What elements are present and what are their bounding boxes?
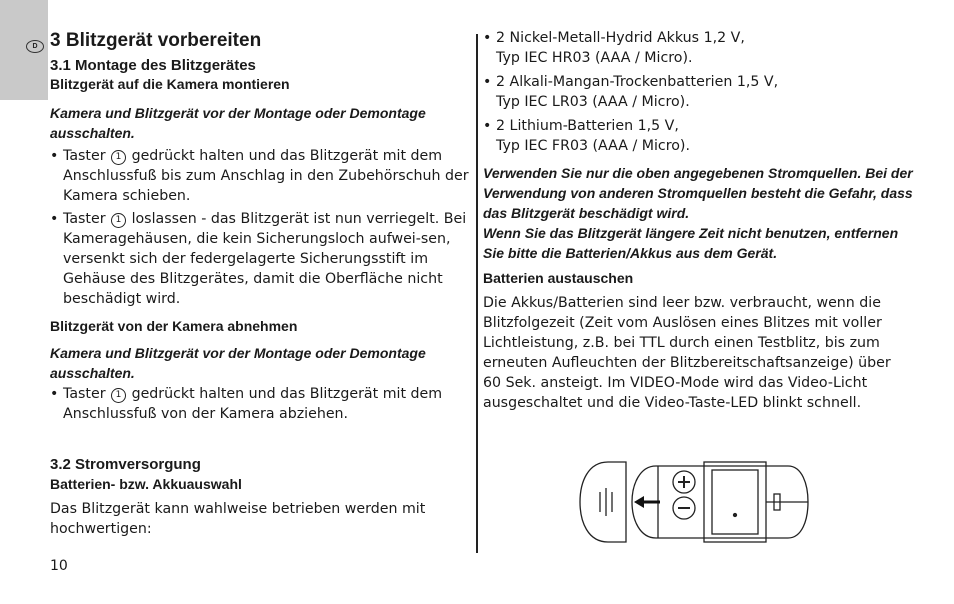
list-item bbox=[50, 146, 470, 206]
bullet-text: Taster bbox=[63, 211, 106, 227]
section-3-2-title: 3.2 Stromversorgung bbox=[50, 456, 201, 473]
battery-intro: Das Blitzgerät kann wahlweise betrieben werden mit hochwertigen: bbox=[50, 501, 426, 537]
list-item bbox=[483, 72, 913, 112]
language-badge: D bbox=[26, 40, 44, 53]
remove-heading: Blitzgerät von der Kamera abnehmen bbox=[50, 318, 298, 334]
warning-power-sources: Verwenden Sie nur die oben angegebenen Stromquellen. Bei der Verwendung von anderen Stromquellen besteht die Gefahr, dass das Blitzgerät beschädigt wird. bbox=[483, 165, 913, 221]
left-column bbox=[50, 30, 470, 539]
battery-type-line: • 2 Nickel-Metall-Hydrid Akkus 1,2 V, bbox=[496, 30, 745, 46]
mount-heading: Blitzgerät auf die Kamera montieren bbox=[50, 76, 290, 92]
battery-type-line: Typ IEC LR03 (AAA / Micro). bbox=[496, 94, 690, 110]
battery-type-line: Typ IEC FR03 (AAA / Micro). bbox=[496, 138, 690, 154]
replace-batteries-heading: Batterien austauschen bbox=[483, 270, 634, 286]
bullet-text: Taster bbox=[63, 386, 106, 402]
language-tab bbox=[0, 0, 48, 100]
page-number: 10 bbox=[50, 558, 68, 574]
list-item bbox=[50, 384, 470, 424]
warning-mount: Kamera und Blitzgerät vor der Montage oder Demontage ausschalten. bbox=[50, 105, 426, 141]
column-divider bbox=[476, 34, 478, 553]
list-item bbox=[50, 209, 470, 309]
button-1-symbol: 1 bbox=[111, 388, 126, 403]
battery-type-line: Typ IEC HR03 (AAA / Micro). bbox=[496, 50, 693, 66]
battery-compartment-icon bbox=[578, 460, 810, 544]
button-1-symbol: 1 bbox=[111, 150, 126, 165]
bullet-text: gedrückt halten und das Blitzgerät mit dem Anschlussfuß bis zum Anschlag in den Zubehörschuh der Kamera schieben. bbox=[63, 148, 469, 204]
battery-selection-heading: Batterien- bzw. Akkuauswahl bbox=[50, 476, 242, 492]
replace-batteries-body: Die Akkus/Batterien sind leer bzw. verbraucht, wenn die Blitzfolgezeit (Zeit vom Auslösen eines Blitzes mit voller Lichtleistung, z.B. bei TTL durch einen Testblitz, bis zum erneuten Aufleuchten der Blitzbereitschaftsanzeige) über 60 Sek. ansteigt. Im VIDEO-Mode wird das Video-Licht ausgeschaltet und die Video-Taste-LED blinkt schnell. bbox=[483, 295, 891, 411]
right-column bbox=[483, 28, 913, 413]
list-item bbox=[483, 116, 913, 156]
warning-remove: Kamera und Blitzgerät vor der Montage oder Demontage ausschalten. bbox=[50, 345, 426, 381]
warning-remove-batteries: Wenn Sie das Blitzgerät längere Zeit nicht benutzen, entfernen Sie bitte die Batterien/Akkus aus dem Gerät. bbox=[483, 225, 899, 261]
list-item bbox=[483, 28, 913, 68]
button-1-symbol: 1 bbox=[111, 213, 126, 228]
bullet-text: Taster bbox=[63, 148, 106, 164]
chapter-title: 3 Blitzgerät vorbereiten bbox=[50, 30, 262, 51]
section-3-1-title: 3.1 Montage des Blitzgerätes bbox=[50, 57, 256, 74]
battery-type-line: • 2 Lithium-Batterien 1,5 V, bbox=[496, 118, 679, 134]
bullet-text: loslassen - das Blitzgerät ist nun verriegelt. Bei Kameragehäusen, die kein Sicherungsloch aufwei-sen, versenkt sich der federgelagerte Sicherungsstift im Gehäuse des Blitzgerätes, damit die Oberfläche nicht beschädigt wird. bbox=[63, 211, 467, 307]
battery-type-line: • 2 Alkali-Mangan-Trockenbatterien 1,5 V, bbox=[496, 74, 779, 90]
bullet-text: gedrückt halten und das Blitzgerät mit dem Anschlussfuß von der Kamera abziehen. bbox=[63, 386, 443, 422]
